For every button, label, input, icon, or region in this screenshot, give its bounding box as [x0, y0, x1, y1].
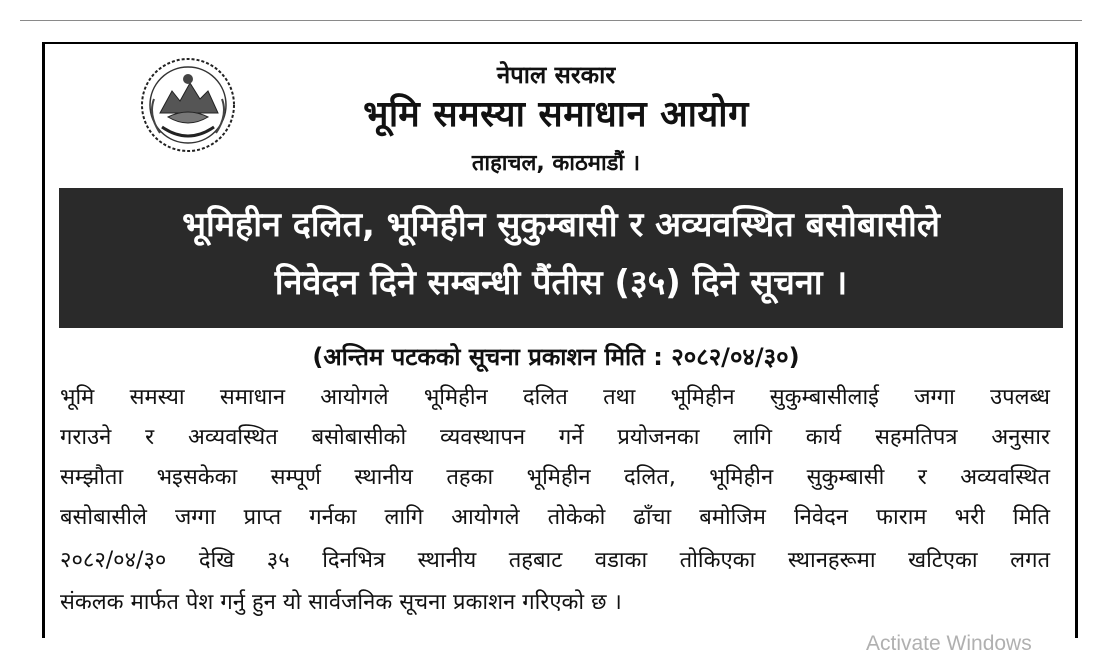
- body-text-line: भूमि समस्या समाधान आयोगले भूमिहीन दलित तथा भूमिहीन सुकुम्बासीलाई जग्गा उपलब्ध: [60, 385, 1050, 410]
- notice-title-banner: [59, 188, 1063, 328]
- office-address: ताहाचल, काठमाडौं ।: [471, 151, 641, 176]
- commission-name: भूमि समस्या समाधान आयोग: [363, 94, 749, 135]
- government-name: नेपाल सरकार: [496, 61, 616, 89]
- notice-title-line-2: निवेदन दिने सम्बन्धी पैंतीस (३५) दिने सूचना ।: [274, 263, 848, 303]
- body-text-line: २०८२/०४/३० देखि ३५ दिनभित्र स्थानीय तहबाट वडाका तोकिएका स्थानहरूमा खटिएका लगत: [60, 548, 1050, 573]
- body-text-line: सम्झौता भइसकेका सम्पूर्ण स्थानीय तहका भूमिहीन दलित, भूमिहीन सुकुम्बासी र अव्यवस्थित: [60, 465, 1050, 490]
- body-text-line: संकलक मार्फत पेश गर्नु हुन यो सार्वजनिक सूचना प्रकाशन गरिएको छ ।: [60, 590, 622, 615]
- body-text-line: बसोबासीले जग्गा प्राप्त गर्नका लागि आयोगले तोकेको ढाँचा बमोजिम निवेदन फाराम भरी मिति: [60, 505, 1050, 530]
- top-divider: [20, 20, 1082, 21]
- body-text-line: गराउने र अव्यवस्थित बसोबासीको व्यवस्थापन गर्ने प्रयोजनका लागि कार्य सहमतिपत्र अनुसार: [60, 425, 1050, 450]
- activate-windows-watermark: Activate Windows: [866, 632, 1032, 655]
- publication-date: (अन्तिम पटकको सूचना प्रकाशन मिति : २०८२/०४/३०): [312, 343, 800, 371]
- notice-title-line-1: भूमिहीन दलित, भूमिहीन सुकुम्बासी र अव्यवस्थित बसोबासीले: [182, 205, 940, 245]
